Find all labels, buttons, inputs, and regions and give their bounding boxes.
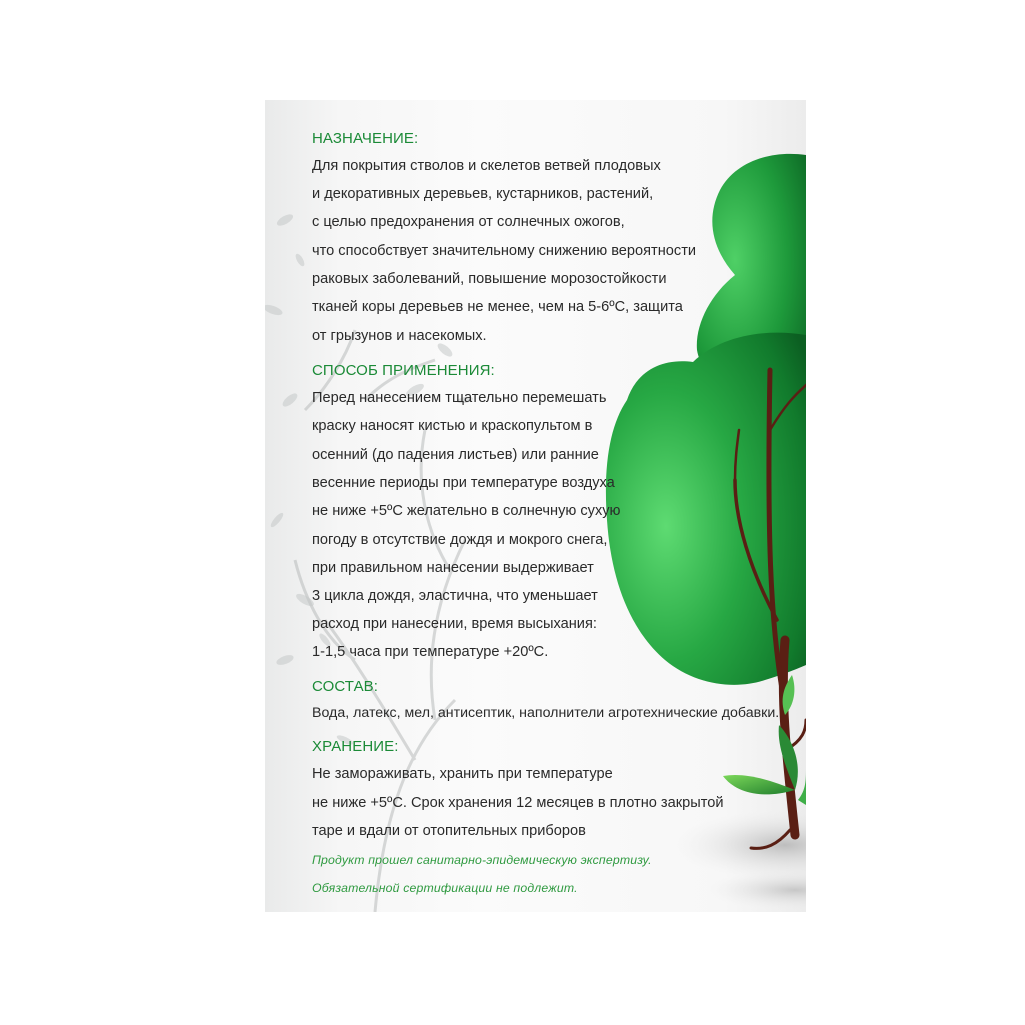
purpose-line: раковых заболеваний, повышение морозостойкости	[312, 271, 667, 287]
purpose-line: тканей коры деревьев не менее, чем на 5-6ºС, защита	[312, 299, 683, 315]
usage-line: 1-1,5 часа при температуре +20ºС.	[312, 644, 549, 660]
storage-line: Не замораживать, хранить при температуре	[312, 766, 613, 782]
purpose-line: Для покрытия стволов и скелетов ветвей плодовых	[312, 158, 661, 174]
purpose-line: с целью предохранения от солнечных ожогов,	[312, 214, 625, 230]
usage-heading: СПОСОБ ПРИМЕНЕНИЯ:	[312, 362, 495, 379]
usage-line: весенние периоды при температуре воздуха	[312, 475, 615, 491]
usage-line: погоду в отсутствие дождя и мокрого снега,	[312, 532, 608, 548]
storage-line: не ниже +5ºС. Срок хранения 12 месяцев в плотно закрытой	[312, 795, 724, 811]
purpose-line: от грызунов и насекомых.	[312, 328, 487, 344]
usage-line: 3 цикла дождя, эластична, что уменьшает	[312, 588, 598, 604]
usage-line: расход при нанесении, время высыхания:	[312, 616, 597, 632]
certification-note: Обязательной сертификации не подлежит.	[312, 881, 578, 895]
purpose-line: и декоративных деревьев, кустарников, растений,	[312, 186, 654, 202]
composition-heading: СОСТАВ:	[312, 678, 379, 695]
ground-shadow	[675, 810, 806, 880]
usage-line: краску наносят кистью и краскопультом в	[312, 418, 593, 434]
tree-leaves	[723, 675, 806, 805]
usage-line: осенний (до падения листьев) или ранние	[312, 447, 599, 463]
storage-line: таре и вдали от отопительных приборов	[312, 823, 586, 839]
purpose-heading: НАЗНАЧЕНИЕ:	[312, 130, 419, 147]
product-label	[265, 100, 806, 912]
purpose-line: что способствует значительному снижению вероятности	[312, 243, 697, 259]
storage-heading: ХРАНЕНИЕ:	[312, 738, 399, 755]
usage-line: не ниже +5ºС желательно в солнечную сухую	[312, 503, 621, 519]
certification-note: Продукт прошел санитарно-эпидемическую экспертизу.	[312, 853, 652, 867]
usage-line: при правильном нанесении выдерживает	[312, 560, 594, 576]
usage-line: Перед нанесением тщательно перемешать	[312, 390, 607, 406]
composition-line: Вода, латекс, мел, антисептик, наполнители агротехнические добавки.	[312, 705, 780, 721]
